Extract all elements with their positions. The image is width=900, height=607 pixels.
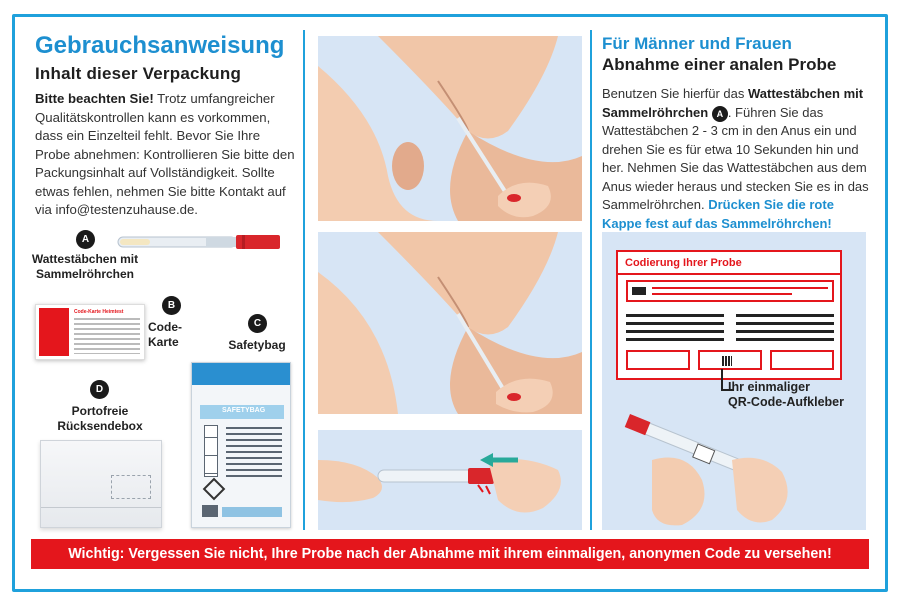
step-1-illustration	[318, 36, 582, 221]
item-c	[185, 310, 300, 530]
swab-name: Wattestäbchen mit Sammelröhrchen	[602, 86, 864, 120]
return-box-label-area	[111, 475, 151, 499]
coding-card	[616, 250, 842, 380]
important-banner: Wichtig: Vergessen Sie nicht, Ihre Probe nach der Abnahme mit ihrem einmaligen, anonymen Code zu versehen!	[31, 539, 869, 569]
divider-left	[303, 30, 305, 530]
qr-sticker-field	[698, 350, 762, 370]
badge-d: D	[90, 380, 109, 399]
safetybag-lines	[226, 427, 282, 477]
safetybag-top-band	[192, 363, 290, 385]
return-box-lid-line	[41, 507, 161, 508]
red-cap-instruction: Drücken Sie die rote Kappe fest auf das Sammelröhrchen!	[602, 197, 834, 231]
qr-sticker-label: Ihr einmaliger QR-Code-Aufkleber	[728, 380, 844, 409]
item-a-label: Wattestäbchen mit Sammelröhrchen	[31, 252, 139, 281]
code-card-red-panel	[39, 308, 69, 356]
divider-right	[590, 30, 592, 530]
coding-card-lines-right	[736, 314, 834, 342]
step-2-illustration	[318, 232, 582, 414]
body-swab-illustration-1	[318, 36, 582, 221]
step-3-illustration	[318, 430, 582, 530]
hands-qr-tube-illustration	[602, 400, 866, 530]
badge-b: B	[162, 296, 181, 315]
coding-card-header-line	[618, 273, 840, 275]
right-column	[602, 34, 872, 233]
code-card-title: Code-Karte Heimtest	[74, 309, 124, 315]
item-b	[30, 296, 210, 366]
qr-code-illustration	[602, 232, 866, 530]
coding-card-lines-left	[626, 314, 724, 342]
hazard-diamond-icon	[203, 478, 226, 501]
safetybag-bottom-box	[202, 505, 218, 517]
item-d-label: Portofreie Rücksendebox	[57, 404, 143, 433]
right-title: Für Männer und Frauen	[602, 34, 792, 53]
coding-field-1	[626, 350, 690, 370]
page-title: Gebrauchsanweisung	[35, 32, 285, 59]
item-c-label: Safetybag	[228, 338, 286, 352]
badge-c: C	[248, 314, 267, 333]
notice-bold: Bitte beachten Sie!	[35, 91, 154, 106]
coding-card-box	[626, 280, 834, 302]
code-card-image	[35, 304, 145, 360]
notice-text: Trotz umfangreicher Qualitätskontrollen kann es vorkommen, dass ein Einzelteil fehlt. Bevor Sie Ihre Probe abnehmen: Kontrollieren Sie bitte den Packungsinhalt auf Vollständigkeit. Sollte etwas fehlen, nehmen Sie bitte Kontakt auf via info@testenzuhause.de.	[35, 91, 295, 217]
safetybag-image	[191, 362, 291, 528]
right-subtitle: Abnahme einer analen Probe	[602, 55, 837, 74]
notice-paragraph	[35, 90, 297, 220]
instructions-paragraph: Benutzen Sie hierfür das Wattestäbchen mit Sammelröhrchen A . Führen Sie das Wattestäbchen 2 - 3 cm in den Anus ein und drehen Sie es für etwa 10 Sekunden hin und her. Nehmen Sie das Wattestäbchen aus dem Anus wieder heraus und stecken Sie es in das Sammelröhrchen. Drücken Sie die rote Kappe fest auf das Sammelröhrchen!	[602, 86, 869, 231]
item-a	[30, 228, 298, 288]
safetybag-bottom-bar	[222, 507, 282, 517]
badge-a: A	[76, 230, 95, 249]
swab-tube-icon	[116, 234, 286, 250]
item-d	[30, 380, 180, 530]
badge-a-inline: A	[712, 106, 728, 122]
coding-field-3	[770, 350, 834, 370]
code-card-lines	[74, 318, 140, 354]
coding-card-title: Codierung Ihrer Probe	[625, 257, 742, 269]
safetybag-title: SAFETYBAG	[222, 407, 266, 414]
hands-tube-illustration	[318, 430, 582, 530]
qr-code-icon	[722, 356, 732, 366]
contents-heading: Inhalt dieser Verpackung	[35, 64, 242, 83]
safetybag-form	[204, 425, 218, 477]
qr-pointer-line	[721, 369, 723, 391]
item-b-label: Code- Karte	[148, 320, 182, 349]
body-swab-illustration-2	[318, 232, 582, 414]
left-column	[35, 32, 297, 220]
return-box-image	[40, 440, 162, 528]
